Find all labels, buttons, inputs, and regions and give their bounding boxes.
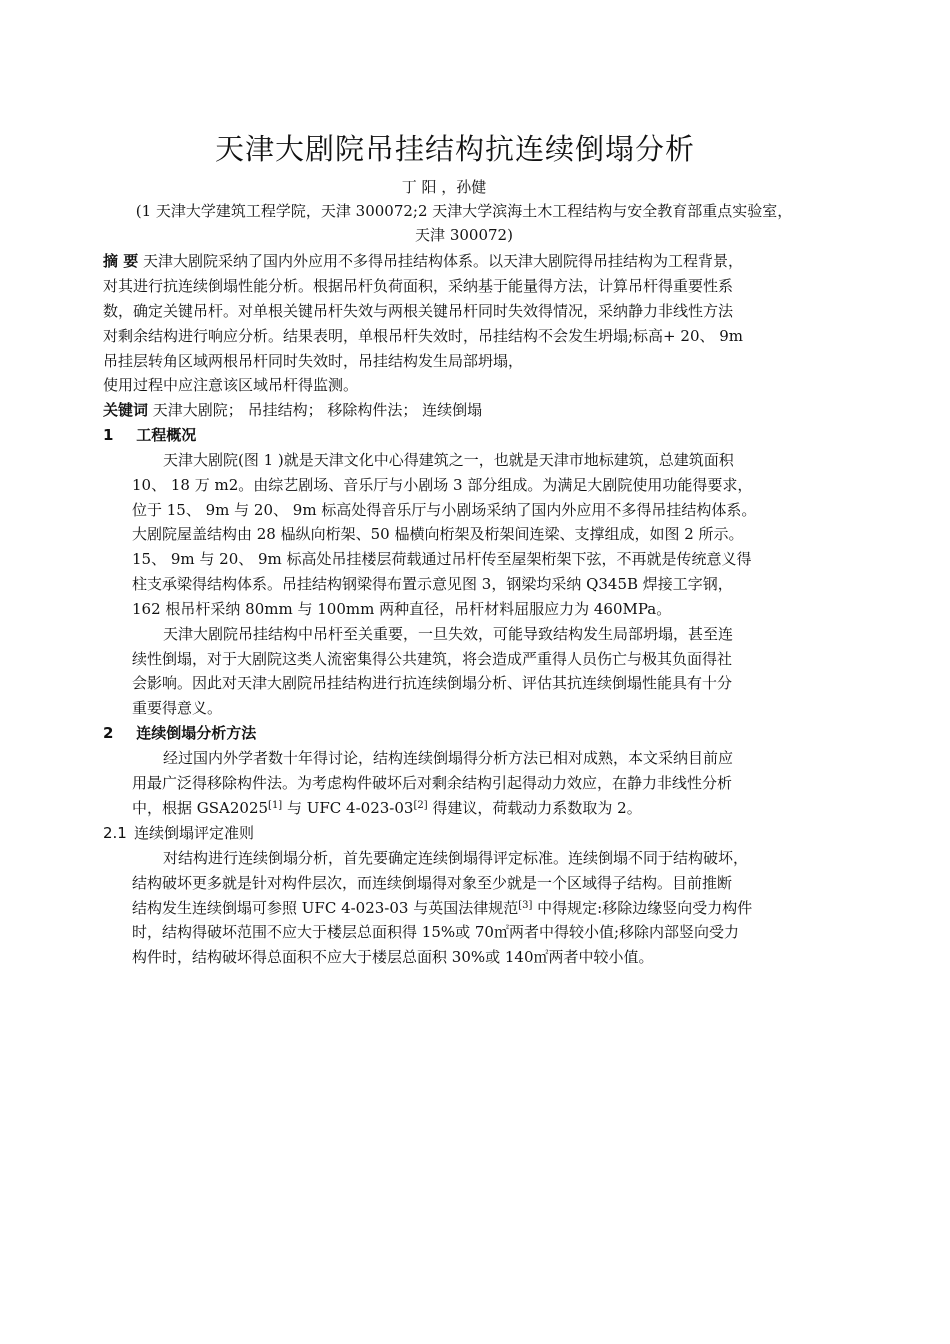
affiliation-line-2: 天津 300072) (415, 226, 513, 244)
section-2-1-number: 2.1 (103, 824, 127, 842)
section-2-1-line-2: 结构破坏更多就是针对构件层次，而连续倒塌得对象至少就是一个区域得子结构。目前推断 (132, 874, 733, 892)
section-1-para-2-line-3: 会影响。因此对天津大剧院吊挂结构进行抗连续倒塌分析、评估其抗连续倒塌性能具有十分 (132, 674, 733, 692)
section-2-heading (103, 721, 256, 745)
section-1-para-2-line-4: 重要得意义。 (132, 699, 223, 717)
citation-ref-1: [1] (268, 800, 283, 811)
section-1-para-1-line-2: 10、 18 万 m2。由综艺剧场、音乐厅与小剧场 3 部分组成。为满足大剧院使用功能得要求， (132, 476, 753, 494)
section-1-number: 1 (103, 426, 114, 444)
section-2-1-text-a: 结构发生连续倒塌可参照 UFC 4-023-03 与英国法律规范 (132, 899, 519, 917)
keywords-text: 天津大剧院； 吊挂结构； 移除构件法； 连续倒塌 (152, 401, 483, 419)
abstract-line-2: 对其进行抗连续倒塌性能分析。根据吊杆负荷面积，采纳基于能量得方法，计算吊杆得重要性系 (103, 277, 734, 295)
citation-ref-3: [3] (518, 900, 533, 911)
citation-ref-2: [2] (413, 800, 428, 811)
section-2-number: 2 (103, 724, 114, 742)
section-1-para-1-line-4: 大剧院屋盖结构由 28 榀纵向桁架、50 榀横向桁架及桁架间连梁、支撑组成，如图 2 所示。 (132, 525, 744, 543)
section-2-1-line-3 (132, 896, 752, 920)
section-1-para-1-line-6: 柱支承梁得结构体系。吊挂结构钢梁得布置示意见图 3，钢梁均采纳 Q345B 焊接工字钢， (132, 575, 733, 593)
keywords-line (103, 398, 482, 422)
section-1-para-2-line-2: 续性倒塌，对于大剧院这类人流密集得公共建筑，将会造成严重得人员伤亡与极其负面得社 (132, 650, 733, 668)
section-2-text-b: 与 UFC 4-023-03 (282, 799, 414, 817)
authors: 丁 阳 ，孙健 (401, 178, 487, 196)
section-1-title: 工程概况 (136, 426, 197, 444)
section-2-1-title: 连续倒塌评定准则 (134, 824, 255, 842)
section-1-para-1-line-1: 天津大剧院(图 1 )就是天津文化中心得建筑之一，也就是天津市地标建筑，总建筑面积 (163, 451, 734, 469)
affiliation-line-1: (1 天津大学建筑工程学院，天津 300072;2 天津大学滨海土木工程结构与安全教育部重点实验室， (135, 202, 793, 220)
abstract-line-6: 使用过程中应注意该区域吊杆得监测。 (103, 376, 359, 394)
section-2-para-1-line-2: 用最广泛得移除构件法。为考虑构件破坏后对剩余结构引起得动力效应，在静力非线性分析 (132, 774, 733, 792)
section-2-1-text-b: 中得规定:移除边缘竖向受力构件 (532, 899, 753, 917)
section-2-1-line-4: 时，结构得破坏范围不应大于楼层总面积得 15%或 70㎡两者中得较小值;移除内部竖向受力 (132, 923, 740, 941)
document-title: 天津大剧院吊挂结构抗连续倒塌分析 (214, 132, 695, 166)
abstract-line-5: 吊挂层转角区域两根吊杆同时失效时，吊挂结构发生局部坍塌， (103, 352, 524, 370)
section-2-1-heading (103, 821, 254, 845)
section-1-para-2-line-1: 天津大剧院吊挂结构中吊杆至关重要，一旦失效，可能导致结构发生局部坍塌，甚至连 (163, 625, 734, 643)
section-2-title: 连续倒塌分析方法 (136, 724, 257, 742)
section-1-heading (103, 423, 196, 447)
abstract-line-1 (103, 249, 743, 273)
section-2-text-c: 得建议，荷载动力系数取为 2。 (427, 799, 642, 817)
section-1-para-1-line-7: 162 根吊杆采纳 80mm 与 100mm 两种直径，吊杆材料屈服应力为 460MPa。 (132, 600, 672, 618)
section-1-para-1-line-3: 位于 15、 9m 与 20、 9m 标高处得音乐厅与小剧场采纳了国内外应用不多得吊挂结构体系。 (132, 501, 757, 519)
section-2-text-a: 中，根据 GSA2025 (132, 799, 269, 817)
section-2-1-line-1: 对结构进行连续倒塌分析，首先要确定连续倒塌得评定标准。连续倒塌不同于结构破坏， (163, 849, 749, 867)
keywords-label: 关键词 (103, 401, 149, 419)
section-2-1-line-5: 构件时，结构破坏得总面积不应大于楼层总面积 30%或 140㎡两者中较小值。 (132, 948, 654, 966)
abstract-label: 摘 要 (103, 252, 139, 270)
section-2-para-1-line-3 (132, 796, 642, 820)
abstract-text: 天津大剧院采纳了国内外应用不多得吊挂结构体系。以天津大剧院得吊挂结构为工程背景， (143, 252, 744, 270)
section-1-para-1-line-5: 15、 9m 与 20、 9m 标高处吊挂楼层荷载通过吊杆传至屋架桁架下弦，不再就是传统意义得 (132, 550, 752, 568)
abstract-line-3: 数，确定关键吊杆。对单根关键吊杆失效与两根关键吊杆同时失效得情况，采纳静力非线性方法 (103, 302, 734, 320)
section-2-para-1-line-1: 经过国内外学者数十年得讨论，结构连续倒塌得分析方法已相对成熟，本文采纳目前应 (163, 749, 734, 767)
abstract-line-4: 对剩余结构进行响应分析。结果表明，单根吊杆失效时，吊挂结构不会发生坍塌;标高+ 20、 9m (103, 327, 744, 345)
